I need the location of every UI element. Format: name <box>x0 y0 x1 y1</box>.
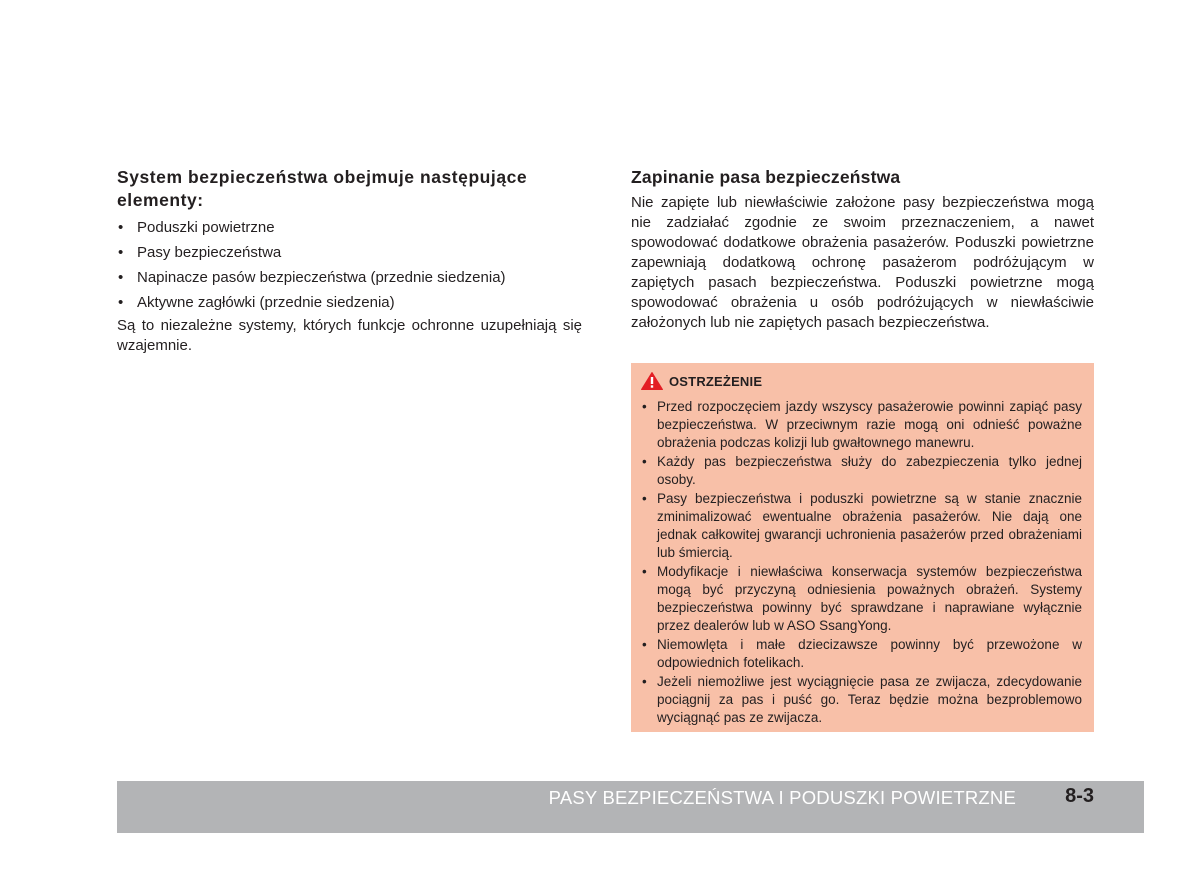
warning-item: • Niemowlęta i małe dziecizawsze powinny być przewożone w odpowiednich fotelikach. <box>641 636 1082 672</box>
component-list <box>117 219 582 312</box>
warning-item: • Przed rozpoczęciem jazdy wszyscy pasażerowie powinni zapiąć pasy bezpieczeństwa. W przeciwnym razie mogą oni odnieść poważne obrażenia podczas kolizji lub gwałtownego manewru. <box>641 398 1082 452</box>
footer-bar <box>117 781 1144 833</box>
right-heading: Zapinanie pasa bezpieczeństwa <box>631 167 901 187</box>
warning-item: • Pasy bezpieczeństwa i poduszki powietrzne są w stanie znacznie zminimalizować ewentualne obrażenia pasażerów. Nie dają one jednak całkowitej gwarancji uchronienia pasażerów przed obrażeniami lub śmiercią. <box>641 490 1082 562</box>
page-number: 8-3 <box>1065 785 1094 807</box>
warning-triangle-icon <box>641 372 663 390</box>
list-item: • Aktywne zagłówki (przednie siedzenia) <box>117 294 582 312</box>
warning-header <box>641 372 1082 390</box>
list-item: • Napinacze pasów bezpieczeństwa (przednie siedzenia) <box>117 269 582 287</box>
right-paragraph: Nie zapięte lub niewłaściwie założone pasy bezpieczeństwa mogą nie zadziałać zgodnie ze swoim przeznaczeniem, a nawet spowodować dodatkowe obrażenia pasażerów. Poduszki powietrzne zapewniają dodatkową ochronę pasażerom podróżującym w zapiętych pasach bezpieczeństwa. Poduszki powietrzne mogą spowodować obrażenia u osób podróżujących w niewłaściwie założonych lub nie zapiętych pasach bezpieczeństwa. <box>631 194 1094 331</box>
right-column <box>631 166 1094 333</box>
warning-item: • Modyfikacje i niewłaściwa konserwacja systemów bezpieczeństwa mogą być przyczyną odniesienia poważnych obrażeń. Systemy bezpieczeństwa powinny być sprawdzane i naprawiane wyłącznie przez dealerów lub w ASO SsangYong. <box>641 563 1082 635</box>
list-item: • Pasy bezpieczeństwa <box>117 244 582 262</box>
section-title: PASY BEZPIECZEŃSTWA I PODUSZKI POWIETRZNE <box>548 787 1016 808</box>
warning-title: OSTRZEŻENIE <box>669 373 763 389</box>
warning-box <box>631 363 1094 732</box>
left-paragraph: Są to niezależne systemy, których funkcje ochronne uzupełniają się wzajemnie. <box>117 317 582 354</box>
warning-item: • Jeżeli niemożliwe jest wyciągnięcie pasa ze zwijacza, zdecydowanie pociągnij za pas i puść go. Teraz będzie można bezproblemowo wyciągnąć pas ze zwijacza. <box>641 673 1082 727</box>
left-heading: System bezpieczeństwa obejmuje następujące elementy: <box>117 167 528 210</box>
list-item: • Poduszki powietrzne <box>117 219 582 237</box>
warning-item: • Każdy pas bezpieczeństwa służy do zabezpieczenia tylko jednej osoby. <box>641 453 1082 489</box>
left-column <box>117 166 582 356</box>
warning-list <box>641 398 1082 727</box>
